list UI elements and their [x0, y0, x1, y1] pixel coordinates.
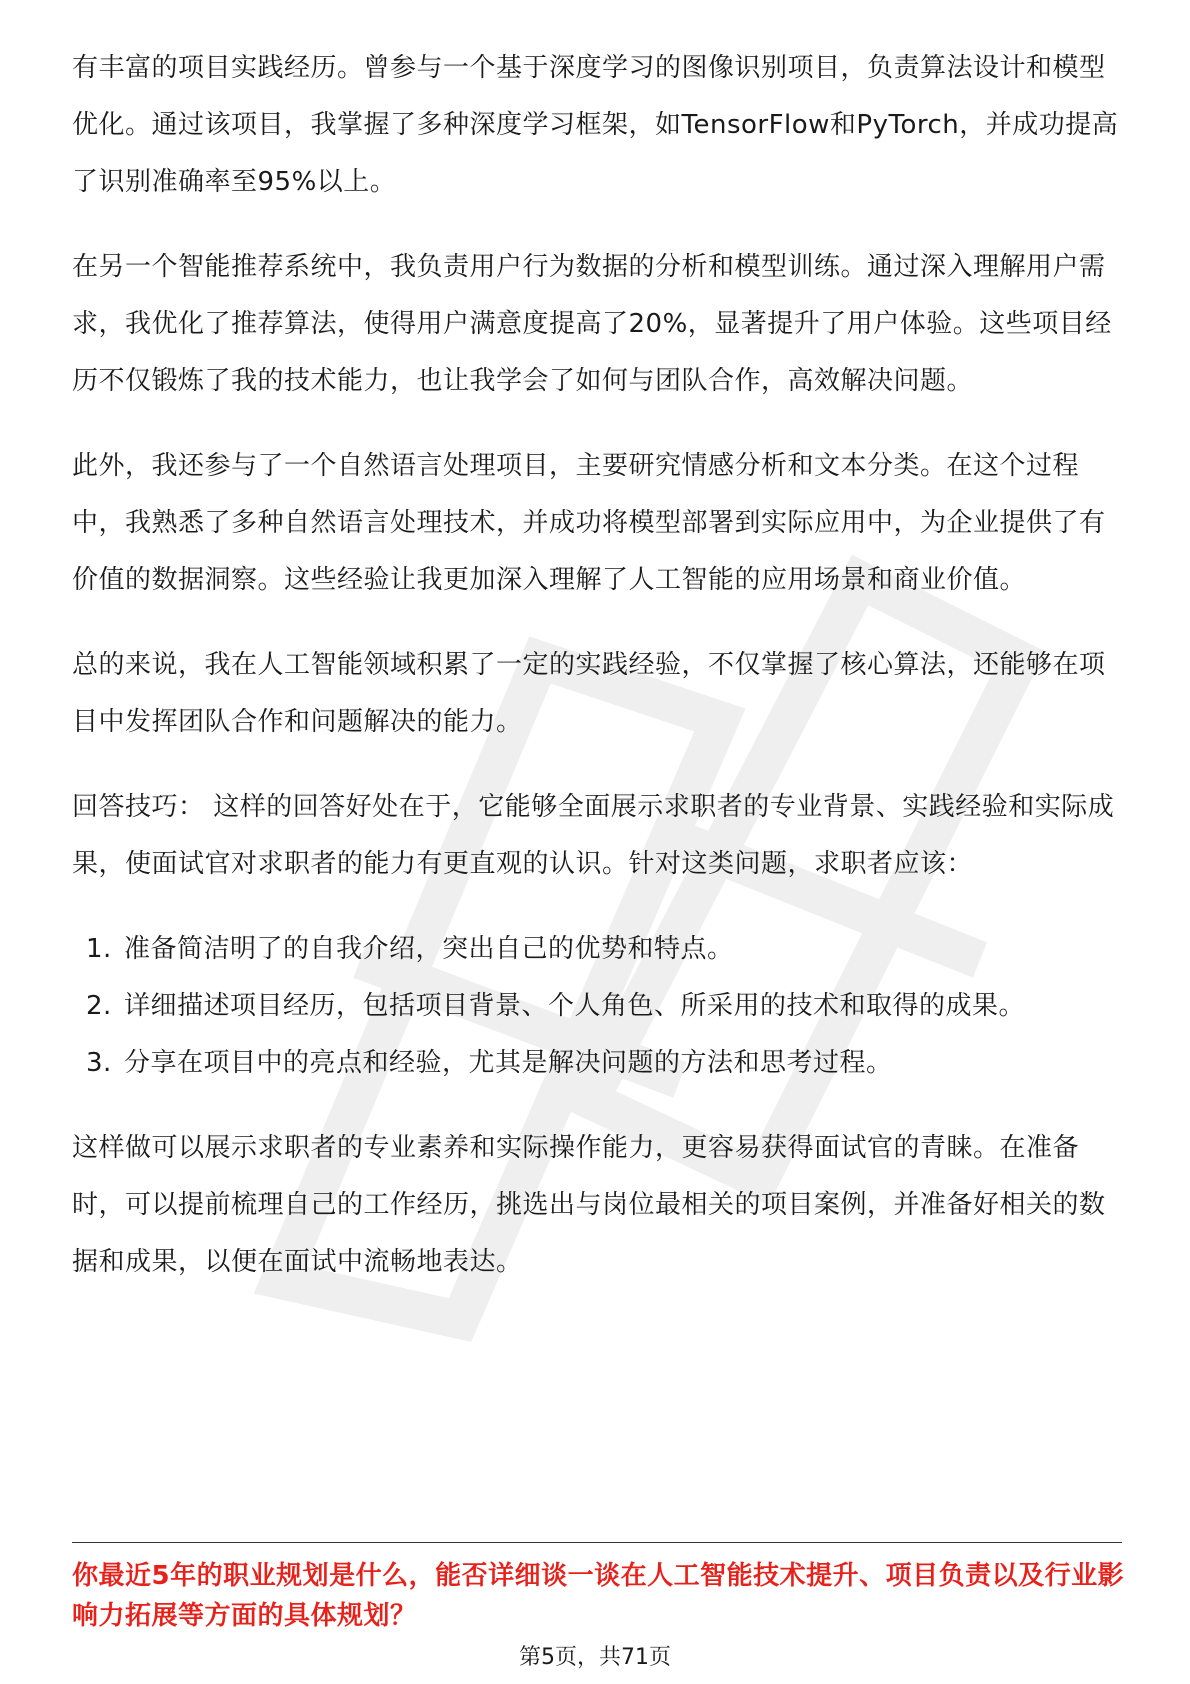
section-divider	[72, 1542, 1122, 1543]
list-item-text: 准备简洁明了的自我介绍，突出自己的优势和特点。	[124, 934, 734, 964]
page-footer: 第5页，共71页	[519, 1645, 671, 1670]
list-item-text: 详细描述项目经历，包括项目背景、个人角色、所采用的技术和取得的成果。	[124, 991, 1026, 1021]
tips-list	[72, 921, 1122, 1092]
next-question-heading: 你最近5年的职业规划是什么，能否详细谈一谈在人工智能技术提升、项目负责以及行业影响力拓展等方面的具体规划？	[72, 1561, 1125, 1631]
paragraph-recommendation-system: 在另一个智能推荐系统中，我负责用户行为数据的分析和模型训练。通过深入理解用户需求，我优化了推荐算法，使得用户满意度提高了20%，显著提升了用户体验。这些项目经历不仅锻炼了我的技术能力，也让我学会了如何与团队合作，高效解决问题。	[72, 252, 1112, 396]
list-item-text: 分享在项目中的亮点和经验，尤其是解决问题的方法和思考过程。	[124, 1048, 893, 1078]
document-body	[72, 40, 1122, 1319]
list-item-number: 3.	[86, 1048, 112, 1078]
paragraph-answer-tips: 回答技巧： 这样的回答好处在于，它能够全面展示求职者的专业背景、实践经验和实际成果，使面试官对求职者的能力有更直观的认识。针对这类问题，求职者应该：	[72, 792, 1115, 879]
paragraph-summary: 总的来说，我在人工智能领域积累了一定的实践经验，不仅掌握了核心算法，还能够在项目中发挥团队合作和问题解决的能力。	[72, 650, 1106, 737]
list-item-number: 2.	[86, 991, 112, 1021]
list-item-number: 1.	[86, 934, 112, 964]
list-item	[72, 978, 1122, 1035]
list-item	[72, 1035, 1122, 1092]
paragraph-project-experience: 有丰富的项目实践经历。曾参与一个基于深度学习的图像识别项目，负责算法设计和模型优化。通过该项目，我掌握了多种深度学习框架，如TensorFlow和PyTorch，并成功提高了识别准确率至95%以上。	[72, 53, 1119, 197]
list-item	[72, 921, 1122, 978]
paragraph-nlp-project: 此外，我还参与了一个自然语言处理项目，主要研究情感分析和文本分类。在这个过程中，我熟悉了多种自然语言处理技术，并成功将模型部署到实际应用中，为企业提供了有价值的数据洞察。这些经验让我更加深入理解了人工智能的应用场景和商业价值。	[72, 451, 1106, 595]
paragraph-closing: 这样做可以展示求职者的专业素养和实际操作能力，更容易获得面试官的青睐。在准备时，可以提前梳理自己的工作经历，挑选出与岗位最相关的项目案例，并准备好相关的数据和成果，以便在面试中流畅地表达。	[72, 1133, 1106, 1277]
